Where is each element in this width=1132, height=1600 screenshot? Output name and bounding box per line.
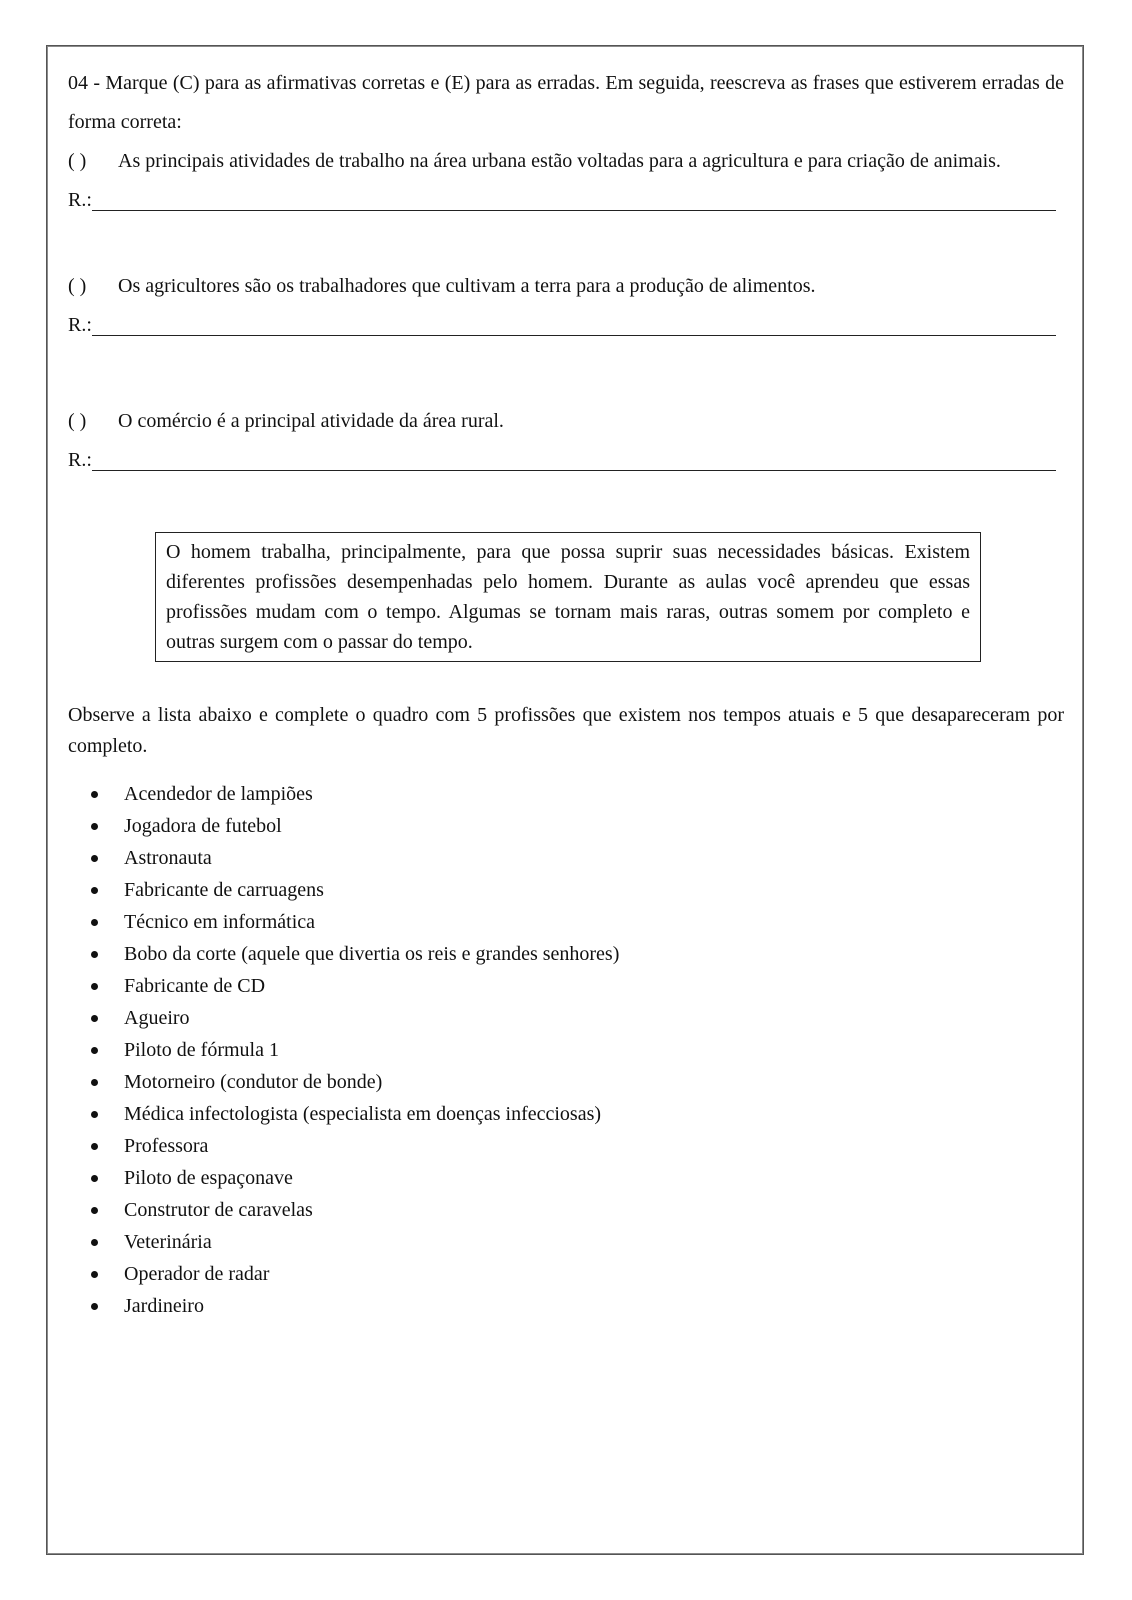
bullet-icon	[91, 1079, 98, 1086]
list-item: Piloto de fórmula 1	[68, 1034, 619, 1066]
answer-label: R.:	[68, 314, 92, 336]
list-item: Fabricante de carruagens	[68, 874, 619, 906]
bullet-icon	[91, 1271, 98, 1278]
bullet-icon	[91, 823, 98, 830]
answer-checkbox-2[interactable]: ( )	[68, 275, 87, 297]
bullet-icon	[91, 919, 98, 926]
list-item: Piloto de espaçonave	[68, 1162, 619, 1194]
bullet-icon	[91, 1207, 98, 1214]
answer-label: R.:	[68, 449, 92, 471]
list-item: Veterinária	[68, 1226, 619, 1258]
answer-line-3[interactable]	[92, 469, 1056, 471]
list-instruction: Observe a lista abaixo e complete o quadro com 5 profissões que existem nos tempos atuais e 5 que desapareceram por completo.	[68, 704, 1064, 757]
info-box: O homem trabalha, principalmente, para que possa suprir suas necessidades básicas. Existem diferentes profissões desempenhadas pelo homem. Durante as aulas você aprendeu que essas profissões mudam com o tempo. Algumas se tornam mais raras, outras somem por completo e outras surgem com o passar do tempo.	[155, 532, 981, 662]
list-item: Professora	[68, 1130, 619, 1162]
statement-2	[68, 267, 1064, 306]
bullet-icon	[91, 855, 98, 862]
statement-3-text: O comércio é a principal atividade da área rural.	[118, 410, 504, 432]
answer-line-1[interactable]	[92, 209, 1056, 211]
answer-row-2	[68, 306, 1064, 345]
list-item: Agueiro	[68, 1002, 619, 1034]
list-item: Jardineiro	[68, 1290, 619, 1322]
list-item: Acendedor de lampiões	[68, 778, 619, 810]
statement-3	[68, 402, 1064, 441]
bullet-icon	[91, 887, 98, 894]
statement-1-text: As principais atividades de trabalho na área urbana estão voltadas para a agricultura e para criação de animais.	[118, 150, 1001, 172]
list-item: Operador de radar	[68, 1258, 619, 1290]
answer-line-2[interactable]	[92, 334, 1056, 336]
bullet-icon	[91, 1175, 98, 1182]
list-item: Astronauta	[68, 842, 619, 874]
list-item: Técnico em informática	[68, 906, 619, 938]
bullet-icon	[91, 1111, 98, 1118]
answer-checkbox-1[interactable]: ( )	[68, 150, 87, 172]
bullet-icon	[91, 1015, 98, 1022]
list-item: Bobo da corte (aquele que divertia os reis e grandes senhores)	[68, 938, 619, 970]
answer-label: R.:	[68, 189, 92, 211]
answer-row-3	[68, 441, 1064, 480]
bullet-icon	[91, 1303, 98, 1310]
statement-2-text: Os agricultores são os trabalhadores que cultivam a terra para a produção de alimentos.	[118, 275, 816, 297]
list-item: Construtor de caravelas	[68, 1194, 619, 1226]
question-intro: 04 - Marque (C) para as afirmativas corretas e (E) para as erradas. Em seguida, reescreva as frases que estiverem erradas de forma correta:	[68, 72, 1064, 133]
bullet-icon	[91, 951, 98, 958]
bullet-icon	[91, 1047, 98, 1054]
bullet-icon	[91, 1239, 98, 1246]
bullet-icon	[91, 1143, 98, 1150]
answer-row-1	[68, 181, 1064, 220]
list-item: Médica infectologista (especialista em doenças infecciosas)	[68, 1098, 619, 1130]
list-item: Fabricante de CD	[68, 970, 619, 1002]
profession-list	[68, 778, 619, 1322]
answer-checkbox-3[interactable]: ( )	[68, 410, 87, 432]
list-item: Motorneiro (condutor de bonde)	[68, 1066, 619, 1098]
list-item: Jogadora de futebol	[68, 810, 619, 842]
statement-1	[68, 142, 1064, 181]
bullet-icon	[91, 983, 98, 990]
question-04	[68, 64, 1064, 480]
bullet-icon	[91, 791, 98, 798]
